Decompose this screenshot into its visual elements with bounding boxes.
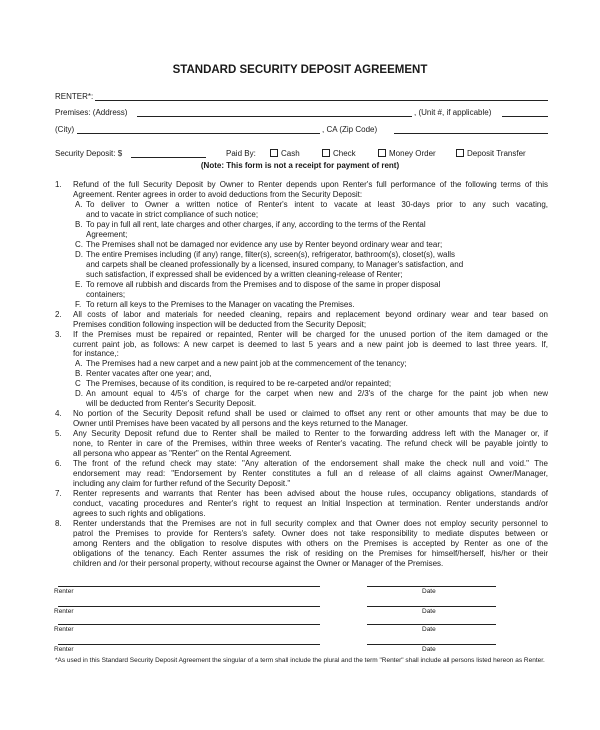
renter-label: Renter <box>54 646 74 653</box>
item-number: E. <box>75 280 83 289</box>
renter-signature-line[interactable] <box>58 606 320 607</box>
item-number: 8. <box>55 519 62 528</box>
item-number: 1. <box>55 180 62 189</box>
date-label: Date <box>422 646 436 653</box>
item-number: C <box>75 379 81 388</box>
date-line[interactable] <box>367 606 496 607</box>
term-line: and carpets shall be cleaned professionally by a licensed, insured company, to Manager's satisfaction, and <box>86 260 464 269</box>
option-label: Cash <box>281 149 300 158</box>
term-line: The Premises shall not be damaged nor evidence any use by Renter beyond ordinary wear and tear; <box>86 240 443 249</box>
item-number: 3. <box>55 330 62 339</box>
term-line: among Renters and the obligation to resolve disputes with others on the Premises is accepted by Renter as one of the <box>73 539 548 548</box>
renter-label: RENTER*: <box>55 92 94 101</box>
term-line: current paint job, as follows: A new carpet is deemed to last 5 years and a new paint job is deemed to last three years. If, <box>73 340 548 349</box>
date-line[interactable] <box>367 644 496 645</box>
option-label: Money Order <box>389 149 436 158</box>
term-line: The entire Premises including (if any) range, filter(s), screen(s), refrigerator, bathroom(s), closet(s), walls <box>86 250 456 259</box>
deposit-amount-field[interactable] <box>131 157 206 158</box>
date-label: Date <box>422 626 436 633</box>
term-line: agrees to such rights and obligations. <box>73 509 206 518</box>
checkbox-check[interactable] <box>322 149 356 159</box>
premises-label: Premises: (Address) <box>55 108 128 117</box>
checkbox-cash[interactable] <box>270 149 300 159</box>
term-line: all persona who appear as "Renter" on the Rental Agreement. <box>73 449 292 458</box>
renter-field[interactable] <box>95 100 548 101</box>
term-line: All costs of labor and materials for needed cleaning, repairs and replacement beyond ordinary wear and tear based on <box>73 310 548 319</box>
item-number: 7. <box>55 489 62 498</box>
item-number: B. <box>75 220 83 229</box>
item-number: A. <box>75 200 83 209</box>
term-line: The Premises had a new carpet and a new paint job at the commencement of the tenancy; <box>86 359 407 368</box>
item-number: 5. <box>55 429 62 438</box>
item-number: B. <box>75 369 83 378</box>
date-label: Date <box>422 608 436 615</box>
date-line[interactable] <box>367 624 496 625</box>
checkbox-deposit-transfer[interactable] <box>456 149 526 159</box>
renter-label: Renter <box>54 608 74 615</box>
option-label: Deposit Transfer <box>467 149 526 158</box>
zip-field[interactable] <box>394 133 548 134</box>
term-line: To return all keys to the Premises to the Manager on vacating the Premises. <box>86 300 355 309</box>
renter-label: Renter <box>54 626 74 633</box>
term-line: and to vacate in strict compliance of such notice; <box>86 210 259 219</box>
term-line: Renter vacates after one year; and, <box>86 369 212 378</box>
term-line: such satisfaction, if expressed shall be evidenced by a written cleaning-release of Renter; <box>86 270 403 279</box>
term-line: Renter represents and warrants that Renter has been advised about the house rules, occupancy obligations, standards of <box>73 489 548 498</box>
renter-signature-line[interactable] <box>58 644 320 645</box>
term-line: To remove all rubbish and discards from the Premises and to dispose of the same in proper disposal <box>86 280 441 289</box>
term-line: Premises condition following inspection will be deducted from the Security Deposit; <box>73 320 367 329</box>
item-number: 4. <box>55 409 62 418</box>
term-line: will be deducted from Renter's Security Deposit. <box>86 399 257 408</box>
checkbox-icon <box>456 149 464 157</box>
term-line: Agreement. Renter agrees in order to avoid deductions from the Security Deposit: <box>73 190 363 199</box>
renter-label: Renter <box>54 588 74 595</box>
term-line: An amount equal to 4/5's of charge for the carpet when new and 2/3's of the charge for the paint job when new <box>86 389 548 398</box>
address-field[interactable] <box>137 116 412 117</box>
renter-signature-line[interactable] <box>58 624 320 625</box>
item-number: A. <box>75 359 83 368</box>
term-line: No portion of the Security Deposit refund shall be used or claimed to offset any rent or other amounts that may be due to <box>73 409 548 418</box>
footnote: *As used in this Standard Security Deposit Agreement the singular of a term shall include the plural and the term "Renter" shall include all persons listed hereon as Renter. <box>55 657 545 664</box>
paid-by-label: Paid By: <box>226 149 256 158</box>
city-field[interactable] <box>77 133 320 134</box>
page-title: STANDARD SECURITY DEPOSIT AGREEMENT <box>172 64 428 76</box>
renter-signature-line[interactable] <box>58 586 320 587</box>
checkbox-icon <box>322 149 330 157</box>
term-line: patrol the Premises to provide for Renters's safety. Owner does not take responsibility to mediate disputes between or <box>73 529 548 538</box>
term-line: The front of the refund check may state: "Any alteration of the endorsement shall make the check null and void." The <box>73 459 548 468</box>
date-line[interactable] <box>367 586 496 587</box>
city-label: (City) <box>55 125 75 134</box>
checkbox-icon <box>378 149 386 157</box>
option-label: Check <box>333 149 356 158</box>
term-line: none, to Renter in care of the Premises, within three weeks of Renter's vacating. The refund check will be payable jointly to <box>73 439 548 448</box>
term-line: for instance,: <box>73 349 119 358</box>
item-number: D. <box>75 250 83 259</box>
item-number: 2. <box>55 310 62 319</box>
term-line: Renter understands that the Premises are not in full security complex and that Owner does not employ security personnel to <box>73 519 548 528</box>
security-deposit-label: Security Deposit: $ <box>55 149 123 158</box>
checkbox-icon <box>270 149 278 157</box>
unit-field[interactable] <box>502 116 548 117</box>
term-line: The Premises, because of its condition, is required to be re-carpeted and/or repainted; <box>86 379 392 388</box>
checkbox-money-order[interactable] <box>378 149 436 159</box>
receipt-note: (Note: This form is not a receipt for payment of rent) <box>200 161 400 170</box>
term-line: If the Premises must be repaired or repainted, Renter will be charged for the unused portion of the item damaged or the <box>73 330 548 339</box>
term-line: children and /or their personal property, without recourse against the Owner or Manager of the Premises. <box>73 559 444 568</box>
term-line: conduct, vacating procedures and Renter's right to request an Initial Inspection at termination. Renter understands and/or <box>73 499 548 508</box>
state-zip-label: , CA (Zip Code) <box>322 125 378 134</box>
term-line: To pay in full all rent, late charges and other charges, if any, according to the terms of the Rental <box>86 220 426 229</box>
term-line: Any Security Deposit refund due to Renter shall be mailed to Renter to the forwarding address left with the Manager or, if <box>73 429 548 438</box>
item-number: D. <box>75 389 83 398</box>
term-line: including any claim for further refund of the Security Deposit." <box>73 479 291 488</box>
term-line: Owner until Premises have been vacated by all persons and the keys returned to the Manager. <box>73 419 408 428</box>
term-line: containers; <box>86 290 126 299</box>
term-line: Refund of the full Security Deposit by Owner to Renter depends upon Renter's full performance of the following terms of this <box>73 180 548 189</box>
item-number: 6. <box>55 459 62 468</box>
item-number: F. <box>75 300 82 309</box>
term-line: obligations of the tenancy. Each Renter assumes the risk of residing on the Premises for himself/herself, his/her or their <box>73 549 548 558</box>
item-number: C. <box>75 240 83 249</box>
term-line: To deliver to Owner a written notice of Renter's intent to vacate at least 30-days prior to any such vacating, <box>86 200 548 209</box>
date-label: Date <box>422 588 436 595</box>
unit-label: , (Unit #, if applicable) <box>414 108 492 117</box>
term-line: endorsement may read: "Endorsement by Renter constitutes a full an d release of all claims against Owner/Manager, <box>73 469 548 478</box>
term-line: Agreement; <box>86 230 128 239</box>
